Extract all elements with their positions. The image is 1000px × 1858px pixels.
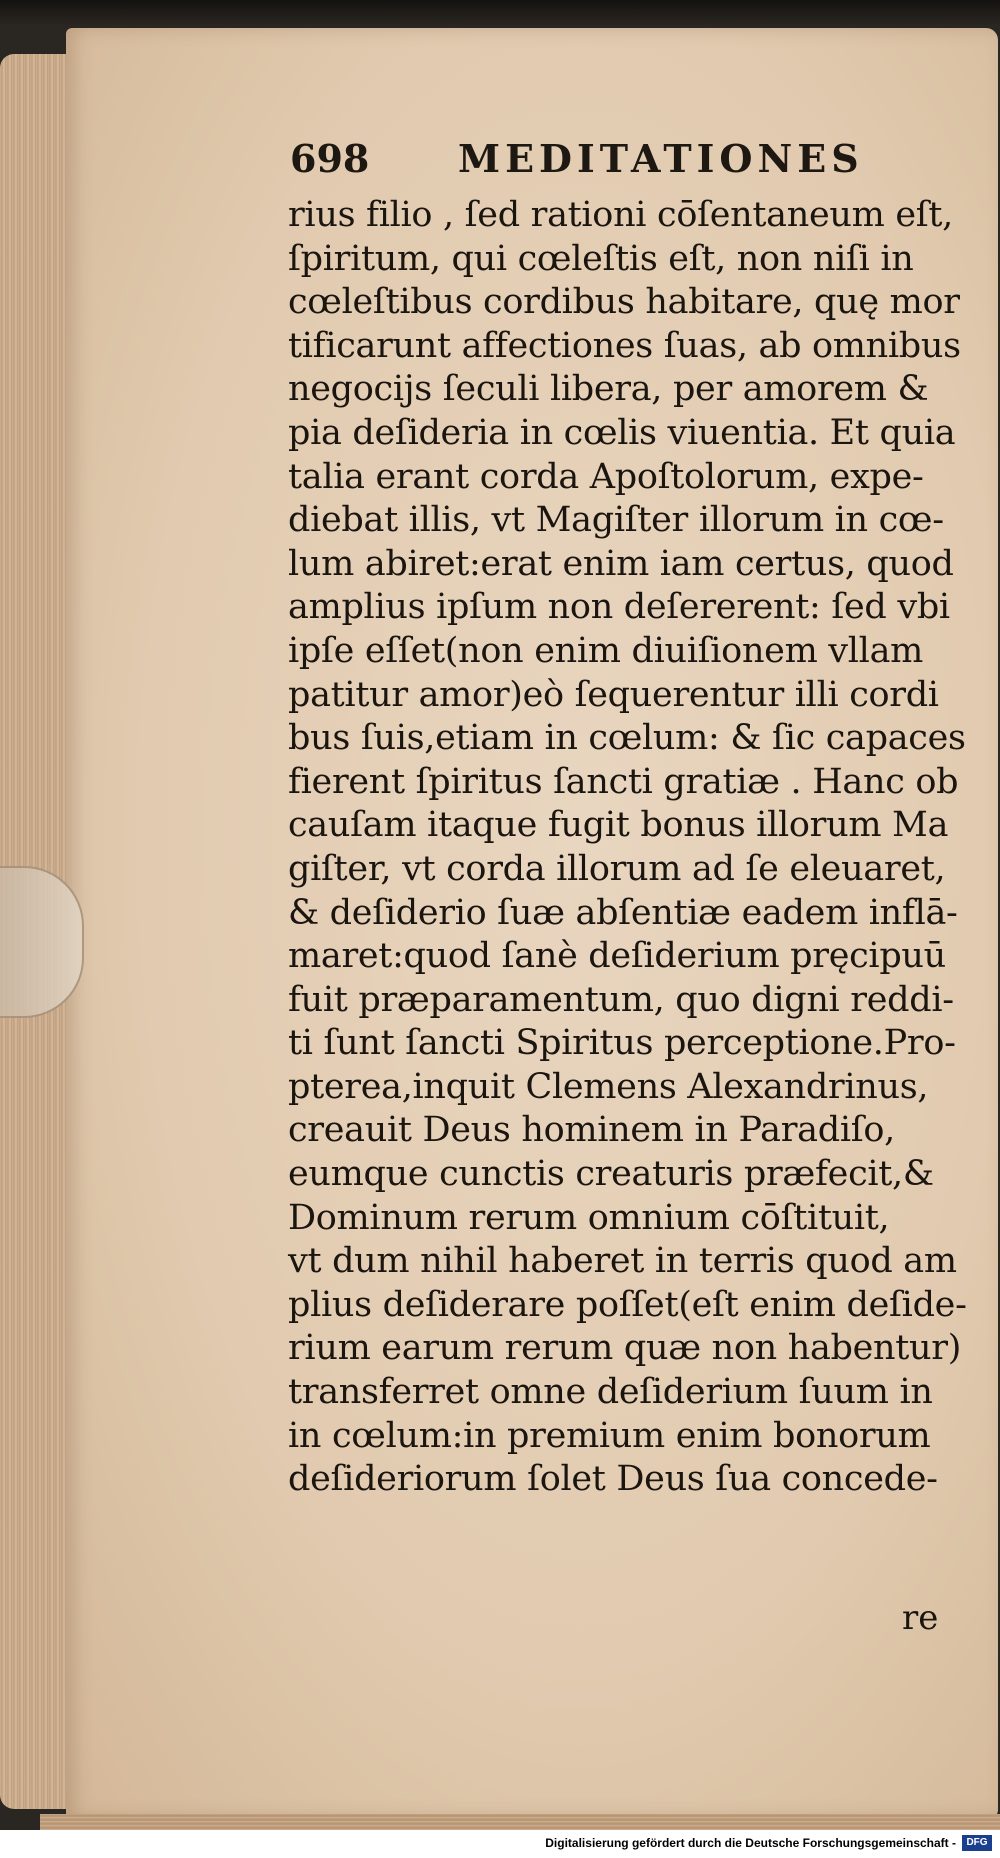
text-line: bus ſuis,etiam in cœlum: & ſic capaces bbox=[288, 718, 966, 759]
text-line: Dominum rerum omnium cōſtituit, bbox=[288, 1197, 890, 1238]
text-line: plius deſiderare poſſet(eſt enim deſide- bbox=[288, 1284, 967, 1325]
page-number: 698 bbox=[290, 136, 370, 181]
text-line: talia erant corda Apoſtolorum, expe- bbox=[288, 456, 924, 497]
body-text bbox=[288, 194, 967, 1502]
text-line: diebat illis, vt Magiſter illorum in cœ- bbox=[288, 500, 944, 541]
scanned-book-page bbox=[0, 14, 1000, 1830]
text-line: negocijs ſeculi libera, per amorem & bbox=[288, 369, 929, 410]
page-header bbox=[290, 136, 864, 188]
dfg-logo: DFG bbox=[962, 1835, 992, 1851]
text-line: cauſam itaque fugit bonus illorum Ma bbox=[288, 805, 949, 846]
text-line: fierent ſpiritus ſancti gratiæ . Hanc ob bbox=[288, 761, 959, 802]
text-line: in cœlum:in premium enim bonorum bbox=[288, 1415, 931, 1456]
text-line: patitur amor)eò ſequerentur illi cordi bbox=[288, 674, 939, 715]
text-line: creauit Deus hominem in Paradiſo, bbox=[288, 1110, 895, 1151]
text-line: pia deſideria in cœlis viuentia. Et quia bbox=[288, 412, 956, 453]
text-line: rius filio , ſed rationi cōſentaneum eſt, bbox=[288, 195, 954, 235]
text-line: ti ſunt ſancti Spiritus perceptione.Pro- bbox=[288, 1023, 956, 1064]
text-line: transferret omne deſiderium ſuum in bbox=[288, 1372, 933, 1413]
text-line: deſideriorum ſolet Deus ſua concede- bbox=[288, 1459, 938, 1500]
text-line: cœleſtibus cordibus habitare, quę mor bbox=[288, 282, 960, 323]
running-title: MEDITATIONES bbox=[458, 136, 864, 181]
text-line: ſpiritum, qui cœleſtis eſt, non niſi in bbox=[288, 238, 914, 279]
text-line: giſter, vt corda illorum ad ſe eleuaret, bbox=[288, 848, 946, 889]
text-line: eumque cunctis creaturis præfecit,& bbox=[288, 1154, 934, 1195]
text-line: amplius ipſum non deſererent: ſed vbi bbox=[288, 587, 950, 628]
text-line: tificarunt affectiones ſuas, ab omnibus bbox=[288, 325, 961, 366]
digitization-footer bbox=[0, 1830, 1000, 1858]
text-line: & deſiderio ſuæ abſentiæ eadem inflā- bbox=[288, 892, 958, 933]
catchword: re bbox=[902, 1598, 939, 1638]
text-line: fuit præparamentum, quo digni reddi- bbox=[288, 979, 954, 1020]
text-line: maret:quod ſanè deſiderium pręcipuū bbox=[288, 936, 946, 977]
text-line: vt dum nihil haberet in terris quod am bbox=[288, 1241, 957, 1282]
text-line: ipſe eſſet(non enim diuiſionem vllam bbox=[288, 630, 924, 671]
text-line: pterea,inquit Clemens Alexandrinus, bbox=[288, 1066, 929, 1107]
text-line: rium earum rerum quæ non habentur) bbox=[288, 1328, 962, 1369]
text-line: lum abiret:erat enim iam certus, quod bbox=[288, 543, 954, 584]
funding-note: Digitalisierung gefördert durch die Deutsche Forschungsgemeinschaft - bbox=[545, 1836, 956, 1850]
